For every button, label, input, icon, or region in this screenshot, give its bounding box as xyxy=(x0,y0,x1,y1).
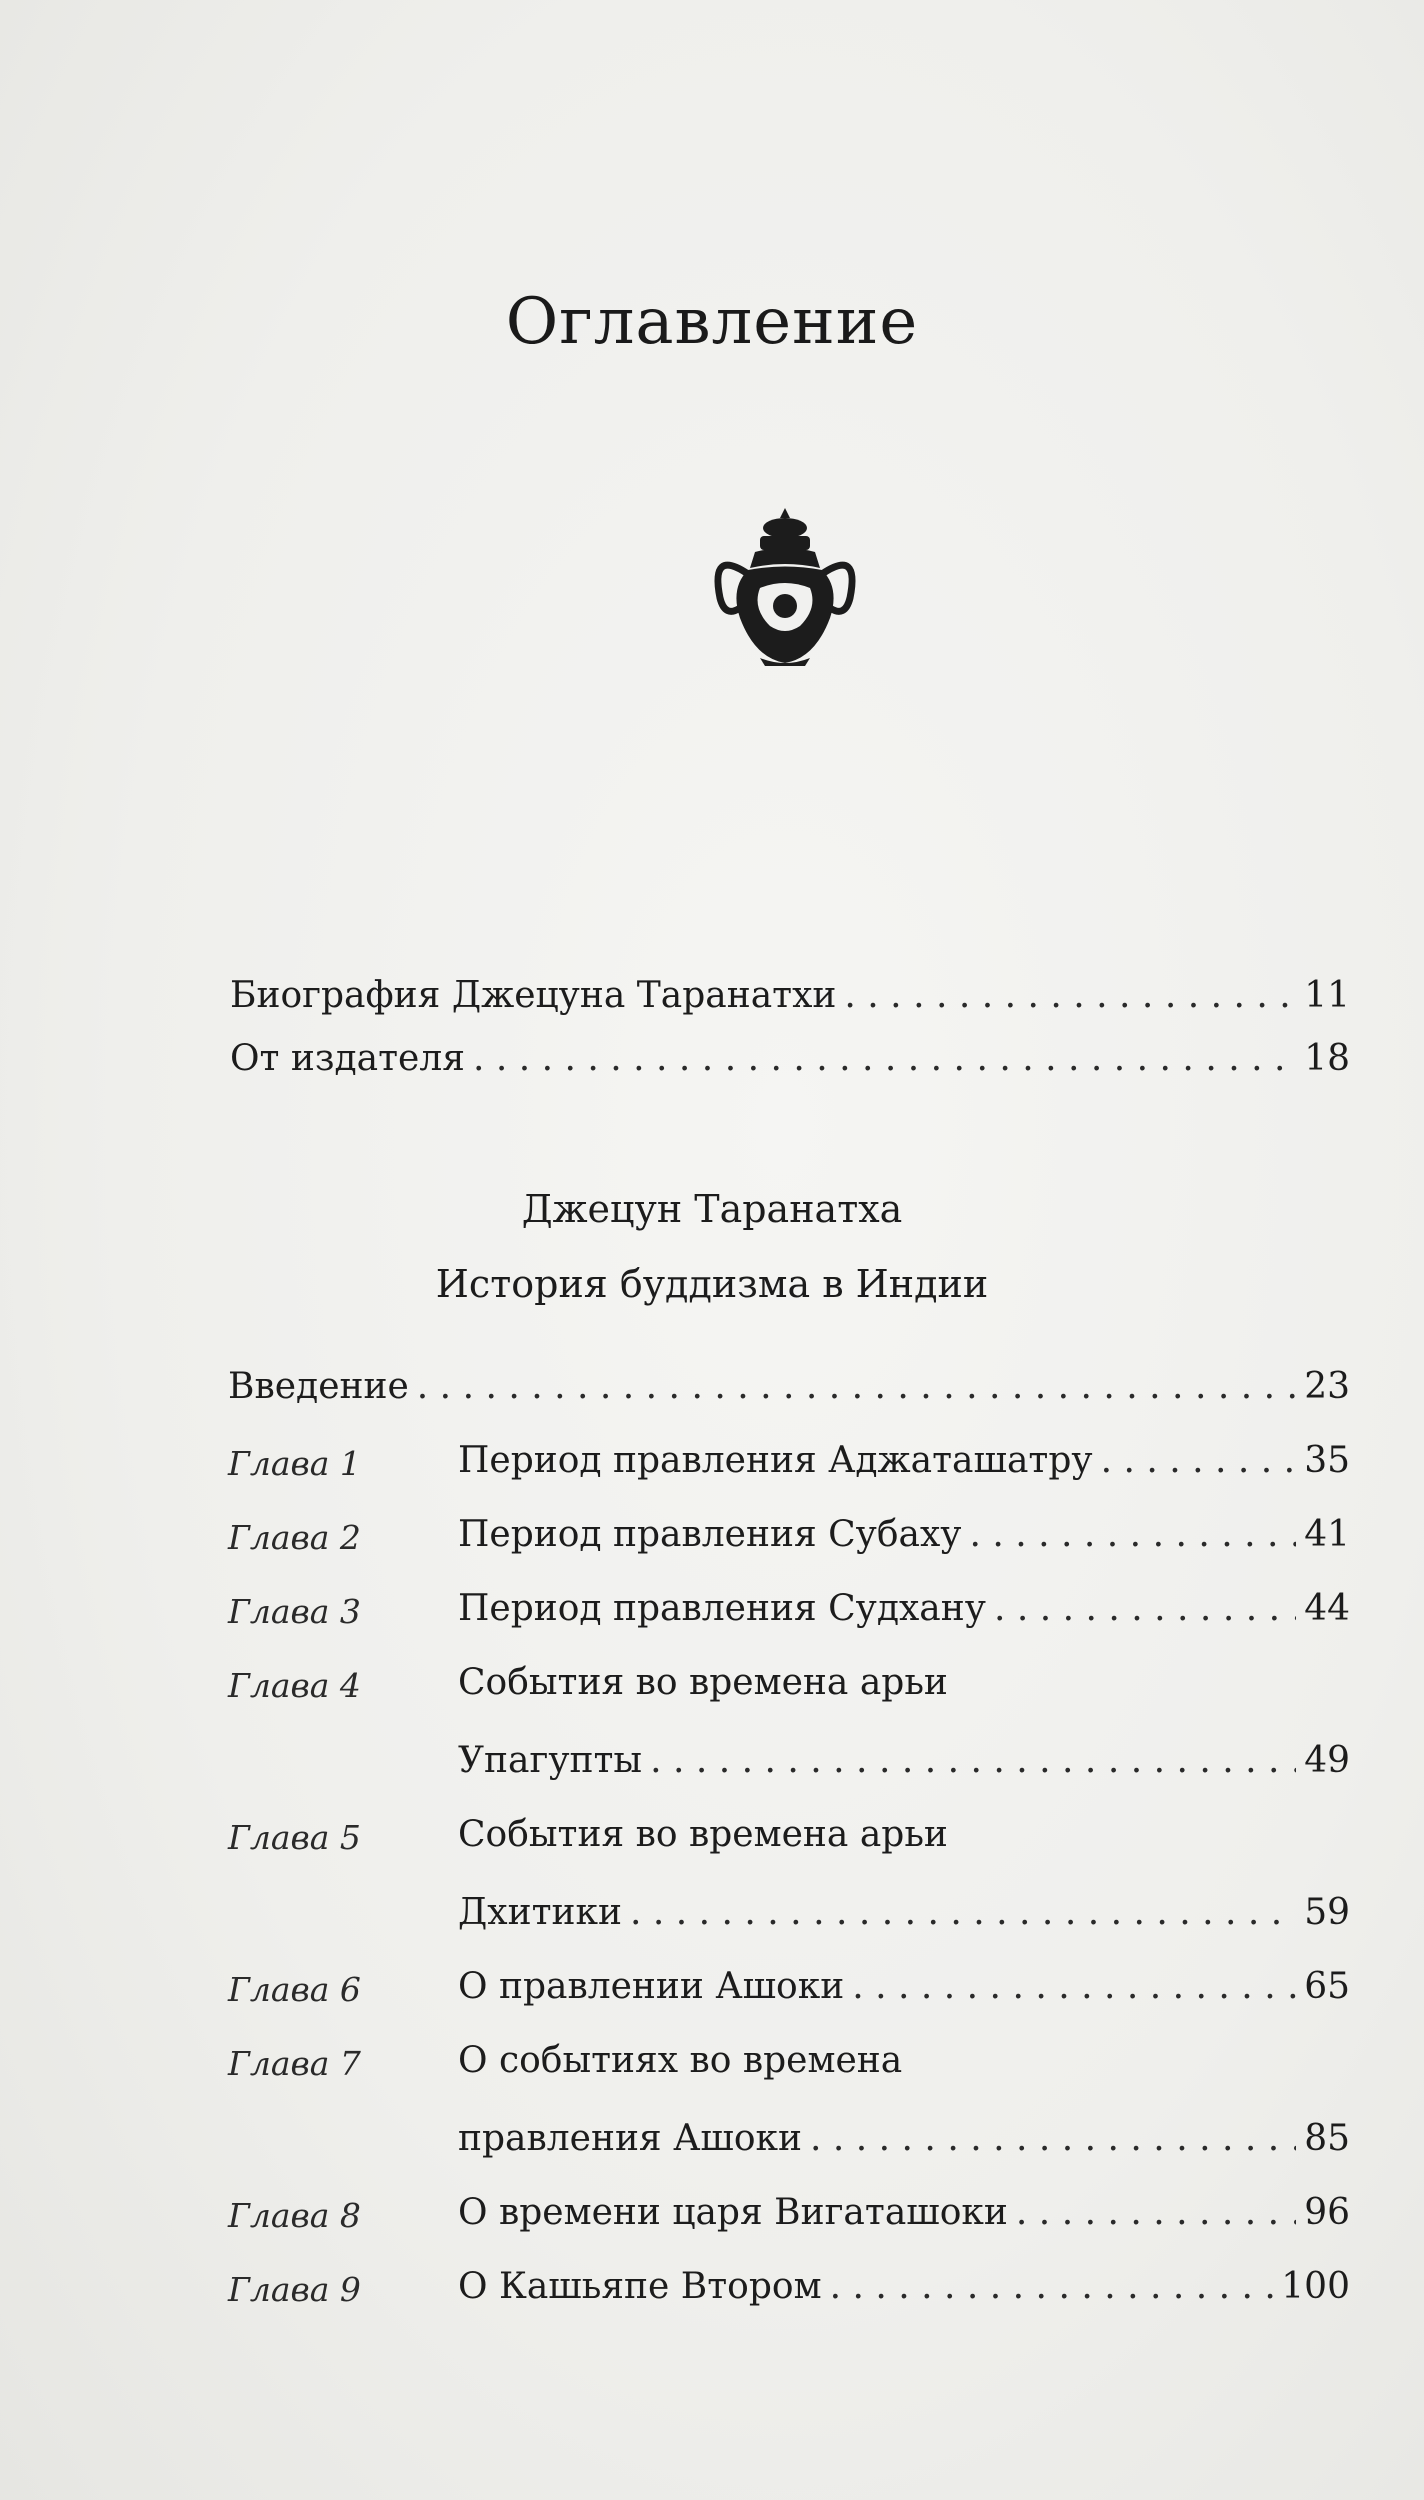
toc-entry-page: 44 xyxy=(1304,1588,1350,1629)
toc-entry-page: 35 xyxy=(1304,1440,1350,1481)
leader-dots xyxy=(1101,1440,1297,1481)
leader-dots xyxy=(830,2266,1274,2307)
leader-dots xyxy=(969,1514,1296,1555)
toc-entry-page: 41 xyxy=(1304,1514,1350,1555)
leader-dots xyxy=(630,1892,1296,1933)
leader-dots xyxy=(852,1966,1296,2007)
toc-entry[interactable] xyxy=(458,1892,1350,1933)
chapter-title: Период правления Субаху xyxy=(458,1514,962,1555)
leader-dots xyxy=(1016,2192,1296,2233)
chapter-label: Глава 4 xyxy=(228,1666,361,1705)
leader-dots xyxy=(650,1740,1296,1781)
leader-dots xyxy=(844,975,1296,1016)
leader-dots xyxy=(417,1366,1296,1407)
toc-entry[interactable] xyxy=(458,1514,1350,1555)
chapter-title: События во времена арьи xyxy=(458,1662,948,1703)
chapter-title-cont: Упагупты xyxy=(458,1740,643,1781)
chapter-title: О правлении Ашоки xyxy=(458,1966,845,2007)
chapter-title: О времени царя Вигаташоки xyxy=(458,2192,1008,2233)
toc-entry[interactable] xyxy=(458,1966,1350,2007)
toc-entry[interactable] xyxy=(458,1440,1350,1481)
toc-entry[interactable] xyxy=(228,1366,1350,1407)
chapter-label: Глава 7 xyxy=(228,2044,361,2083)
chapter-label: Глава 9 xyxy=(228,2270,361,2309)
book-author: Джецун Таранатха xyxy=(521,1187,903,1231)
toc-entry-page: 49 xyxy=(1304,1740,1350,1781)
chapter-title: О событиях во времена xyxy=(458,2040,903,2081)
toc-entry[interactable] xyxy=(458,2266,1350,2307)
toc-entry-page: 96 xyxy=(1304,2192,1350,2233)
chapter-label: Глава 1 xyxy=(228,1444,361,1483)
chapter-label: Глава 2 xyxy=(228,1518,361,1557)
toc-entry[interactable] xyxy=(230,1038,1350,1079)
book-title: История буддизма в Индии xyxy=(435,1262,989,1306)
toc-entry[interactable] xyxy=(458,2118,1350,2159)
vase-icon xyxy=(700,508,870,668)
toc-entry-page: 11 xyxy=(1304,975,1350,1016)
chapter-label: Глава 8 xyxy=(228,2196,361,2235)
toc-entry-label: Биография Джецуна Таранатхи xyxy=(230,975,837,1016)
chapter-title: События во времена арьи xyxy=(458,1814,948,1855)
chapter-label: Глава 5 xyxy=(228,1818,361,1857)
chapter-title: Период правления Судхану xyxy=(458,1588,986,1629)
leader-dots xyxy=(994,1588,1296,1629)
leader-dots xyxy=(473,1038,1296,1079)
chapter-title: О Кашьяпе Втором xyxy=(458,2266,822,2307)
page-title: Оглавление xyxy=(505,285,919,359)
toc-entry-label: От издателя xyxy=(230,1038,465,1079)
toc-entry[interactable] xyxy=(230,975,1350,1016)
toc-entry-page: 85 xyxy=(1304,2118,1350,2159)
toc-entry-label: Введение xyxy=(228,1366,409,1407)
toc-entry[interactable] xyxy=(458,1588,1350,1629)
toc-entry-page: 23 xyxy=(1304,1366,1350,1407)
toc-entry-page: 18 xyxy=(1304,1038,1350,1079)
chapter-label: Глава 3 xyxy=(228,1592,361,1631)
toc-entry-page: 65 xyxy=(1304,1966,1350,2007)
chapter-title: Период правления Аджаташатру xyxy=(458,1440,1093,1481)
toc-entry-page: 59 xyxy=(1304,1892,1350,1933)
toc-entry[interactable] xyxy=(458,1740,1350,1781)
chapter-title-cont: правления Ашоки xyxy=(458,2118,802,2159)
toc-entry[interactable] xyxy=(458,2192,1350,2233)
chapter-label: Глава 6 xyxy=(228,1970,361,2009)
chapter-title-cont: Дхитики xyxy=(458,1892,622,1933)
toc-entry-page: 100 xyxy=(1281,2266,1350,2307)
leader-dots xyxy=(810,2118,1296,2159)
